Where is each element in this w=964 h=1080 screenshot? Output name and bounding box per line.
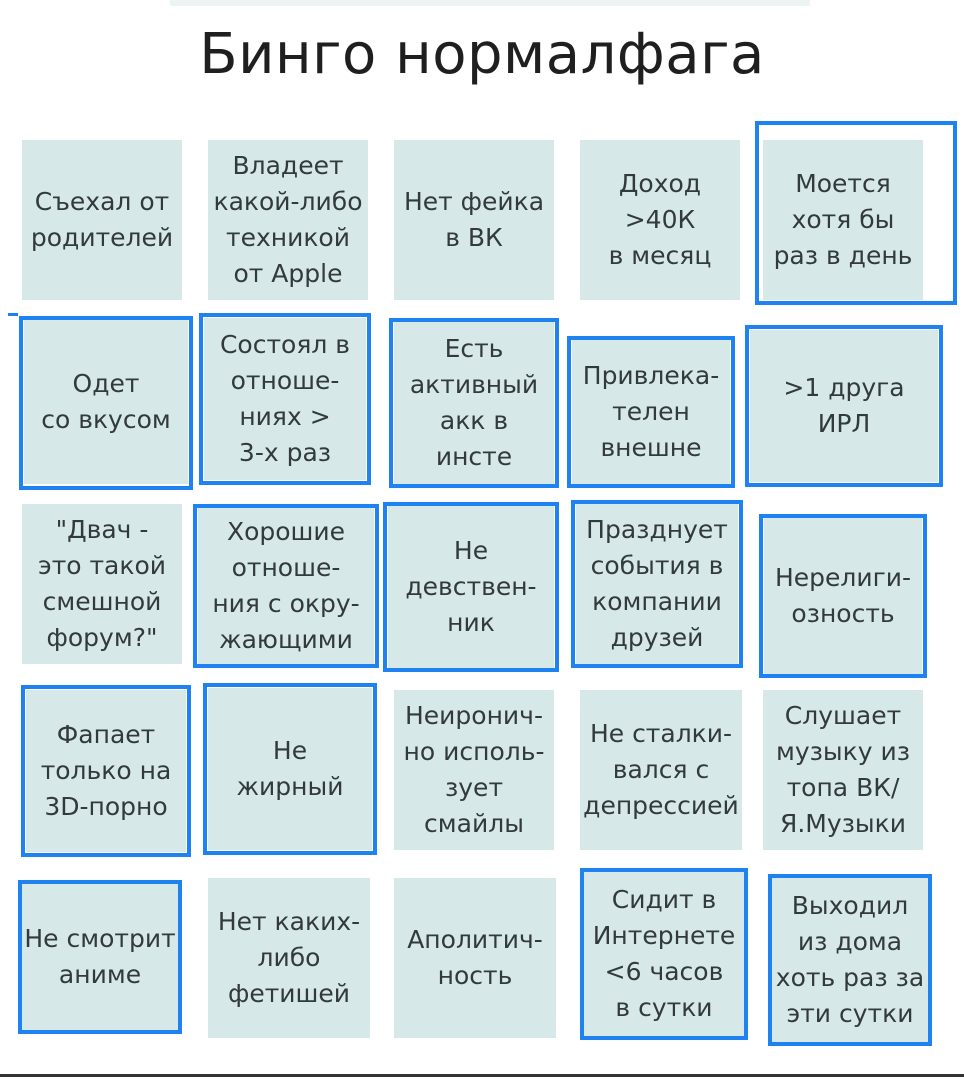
page-title: Бинго нормалфага: [199, 22, 765, 87]
bingo-cell[interactable]: Аполитич- ность: [394, 878, 556, 1038]
bingo-cell[interactable]: Не сталки- вался с депрессией: [580, 690, 742, 850]
bottom-divider: [0, 1074, 964, 1077]
bingo-cell[interactable]: Привлека- телен внешне: [572, 340, 730, 484]
bingo-cell[interactable]: >1 друга ИРЛ: [750, 330, 938, 482]
bingo-cell[interactable]: Есть активный акк в инсте: [394, 322, 554, 484]
bingo-cell[interactable]: Доход >40К в месяц: [580, 140, 740, 300]
bingo-cell[interactable]: Моется хотя бы раз в день: [763, 140, 923, 300]
bingo-cell[interactable]: Выходил из дома хоть раз за эти сутки: [772, 878, 928, 1042]
bingo-cell[interactable]: Не жирный: [208, 688, 372, 850]
bingo-cell[interactable]: Нет фейка в ВК: [394, 140, 554, 300]
bingo-cell[interactable]: Нет каких- либо фетишей: [208, 878, 370, 1038]
bingo-cell[interactable]: Не девствен- ник: [388, 506, 554, 668]
bingo-cell[interactable]: Слушает музыку из топа ВК/ Я.Музыки: [763, 690, 923, 850]
stray-mark-stroke: [8, 313, 18, 316]
bingo-cell[interactable]: Владеет какой-либо техникой от Apple: [208, 140, 368, 300]
bingo-cell[interactable]: Состоял в отноше- ниях > 3-х раз: [204, 318, 366, 480]
bingo-cell[interactable]: "Двач - это такой смешной форум?": [22, 504, 182, 664]
bingo-cell[interactable]: Нерелиги- озность: [764, 518, 922, 674]
bingo-cell[interactable]: Сидит в Интернете <6 часов в сутки: [584, 872, 744, 1036]
top-edge-strip: [170, 0, 810, 6]
bingo-cell[interactable]: Празднует события в компании друзей: [576, 504, 738, 664]
bingo-cell[interactable]: Фапает только на 3D-порно: [26, 690, 186, 852]
bingo-cell[interactable]: Не смотрит аниме: [22, 884, 178, 1030]
bingo-cell[interactable]: Неиронич- но исполь- зует смайлы: [394, 690, 554, 850]
bingo-cell[interactable]: Одет со вкусом: [24, 320, 188, 484]
bingo-cell[interactable]: Съехал от родителей: [22, 140, 182, 300]
bingo-cell[interactable]: Хорошие отноше- ния с окру- жающими: [198, 508, 374, 664]
